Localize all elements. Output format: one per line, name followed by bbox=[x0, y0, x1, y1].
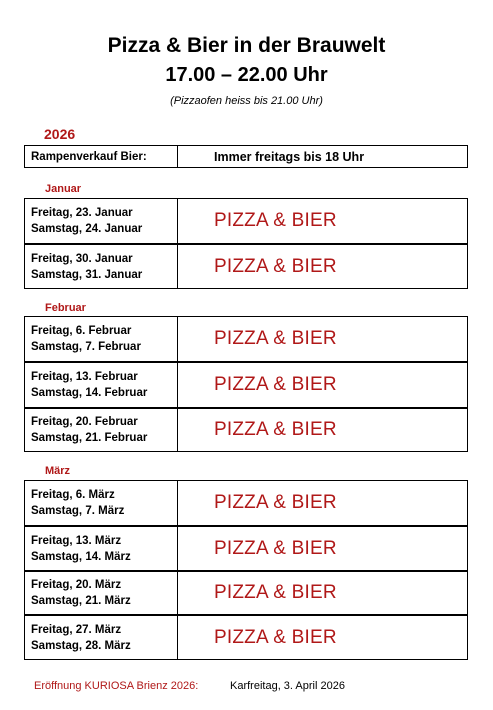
event-row bbox=[24, 244, 468, 289]
event-dates bbox=[25, 245, 178, 289]
event-row bbox=[24, 316, 468, 362]
page-title: Pizza & Bier in der Brauwelt bbox=[107, 34, 386, 57]
event-dates bbox=[25, 527, 178, 571]
event-dates bbox=[25, 616, 178, 660]
event-dates bbox=[25, 199, 178, 244]
event-date-friday: Freitag, 27. März bbox=[31, 623, 122, 636]
year-label: 2026 bbox=[44, 126, 76, 142]
event-row bbox=[24, 362, 468, 408]
rampenverkauf-value: Immer freitags bis 18 Uhr bbox=[178, 146, 468, 168]
rampenverkauf-row bbox=[24, 145, 468, 168]
event-row bbox=[24, 615, 468, 660]
event-row bbox=[24, 480, 468, 526]
event-date-saturday: Samstag, 31. Januar bbox=[31, 268, 143, 281]
event-row bbox=[24, 571, 468, 615]
rampenverkauf-label: Rampenverkauf Bier: bbox=[25, 146, 178, 168]
event-date-friday: Freitag, 13. März bbox=[31, 534, 122, 547]
event-row bbox=[24, 408, 468, 452]
event-row bbox=[24, 526, 468, 571]
event-dates bbox=[25, 481, 178, 526]
event-date-saturday: Samstag, 28. März bbox=[31, 639, 131, 652]
event-dates bbox=[25, 409, 178, 452]
event-title: PIZZA & BIER bbox=[178, 199, 468, 244]
event-date-saturday: Samstag, 14. März bbox=[31, 550, 131, 563]
event-title: PIZZA & BIER bbox=[178, 409, 468, 452]
event-title: PIZZA & BIER bbox=[178, 317, 468, 362]
event-date-saturday: Samstag, 7. Februar bbox=[31, 341, 141, 353]
event-date-saturday: Samstag, 21. Februar bbox=[31, 432, 148, 444]
event-date-friday: Freitag, 13. Februar bbox=[31, 371, 138, 383]
event-title: PIZZA & BIER bbox=[178, 527, 468, 571]
footer-opening-label: Eröffnung KURIOSA Brienz 2026: bbox=[34, 680, 199, 692]
event-title: PIZZA & BIER bbox=[178, 363, 468, 408]
event-title: PIZZA & BIER bbox=[178, 616, 468, 660]
event-date-saturday: Samstag, 14. Februar bbox=[31, 387, 148, 399]
event-title: PIZZA & BIER bbox=[178, 245, 468, 289]
event-dates bbox=[25, 572, 178, 615]
event-date-friday: Freitag, 6. März bbox=[31, 489, 115, 501]
event-dates bbox=[25, 317, 178, 362]
event-date-friday: Freitag, 20. März bbox=[31, 579, 122, 591]
hours-heading: 17.00 – 22.00 Uhr bbox=[165, 64, 328, 86]
event-date-friday: Freitag, 6. Februar bbox=[31, 325, 132, 337]
event-date-saturday: Samstag, 21. März bbox=[31, 595, 131, 607]
event-title: PIZZA & BIER bbox=[178, 572, 468, 615]
footer-opening-date: Karfreitag, 3. April 2026 bbox=[230, 680, 345, 692]
month-label-januar: Januar bbox=[45, 183, 82, 195]
event-date-saturday: Samstag, 24. Januar bbox=[31, 223, 143, 235]
event-title: PIZZA & BIER bbox=[178, 481, 468, 526]
event-dates bbox=[25, 363, 178, 408]
event-date-friday: Freitag, 20. Februar bbox=[31, 416, 138, 428]
month-label-maerz: März bbox=[45, 465, 71, 477]
event-date-friday: Freitag, 23. Januar bbox=[31, 207, 133, 219]
event-row bbox=[24, 198, 468, 244]
event-date-friday: Freitag, 30. Januar bbox=[31, 252, 133, 265]
oven-note: (Pizzaofen heiss bis 21.00 Uhr) bbox=[170, 95, 323, 107]
event-date-saturday: Samstag, 7. März bbox=[31, 505, 125, 517]
month-label-februar: Februar bbox=[45, 302, 86, 314]
